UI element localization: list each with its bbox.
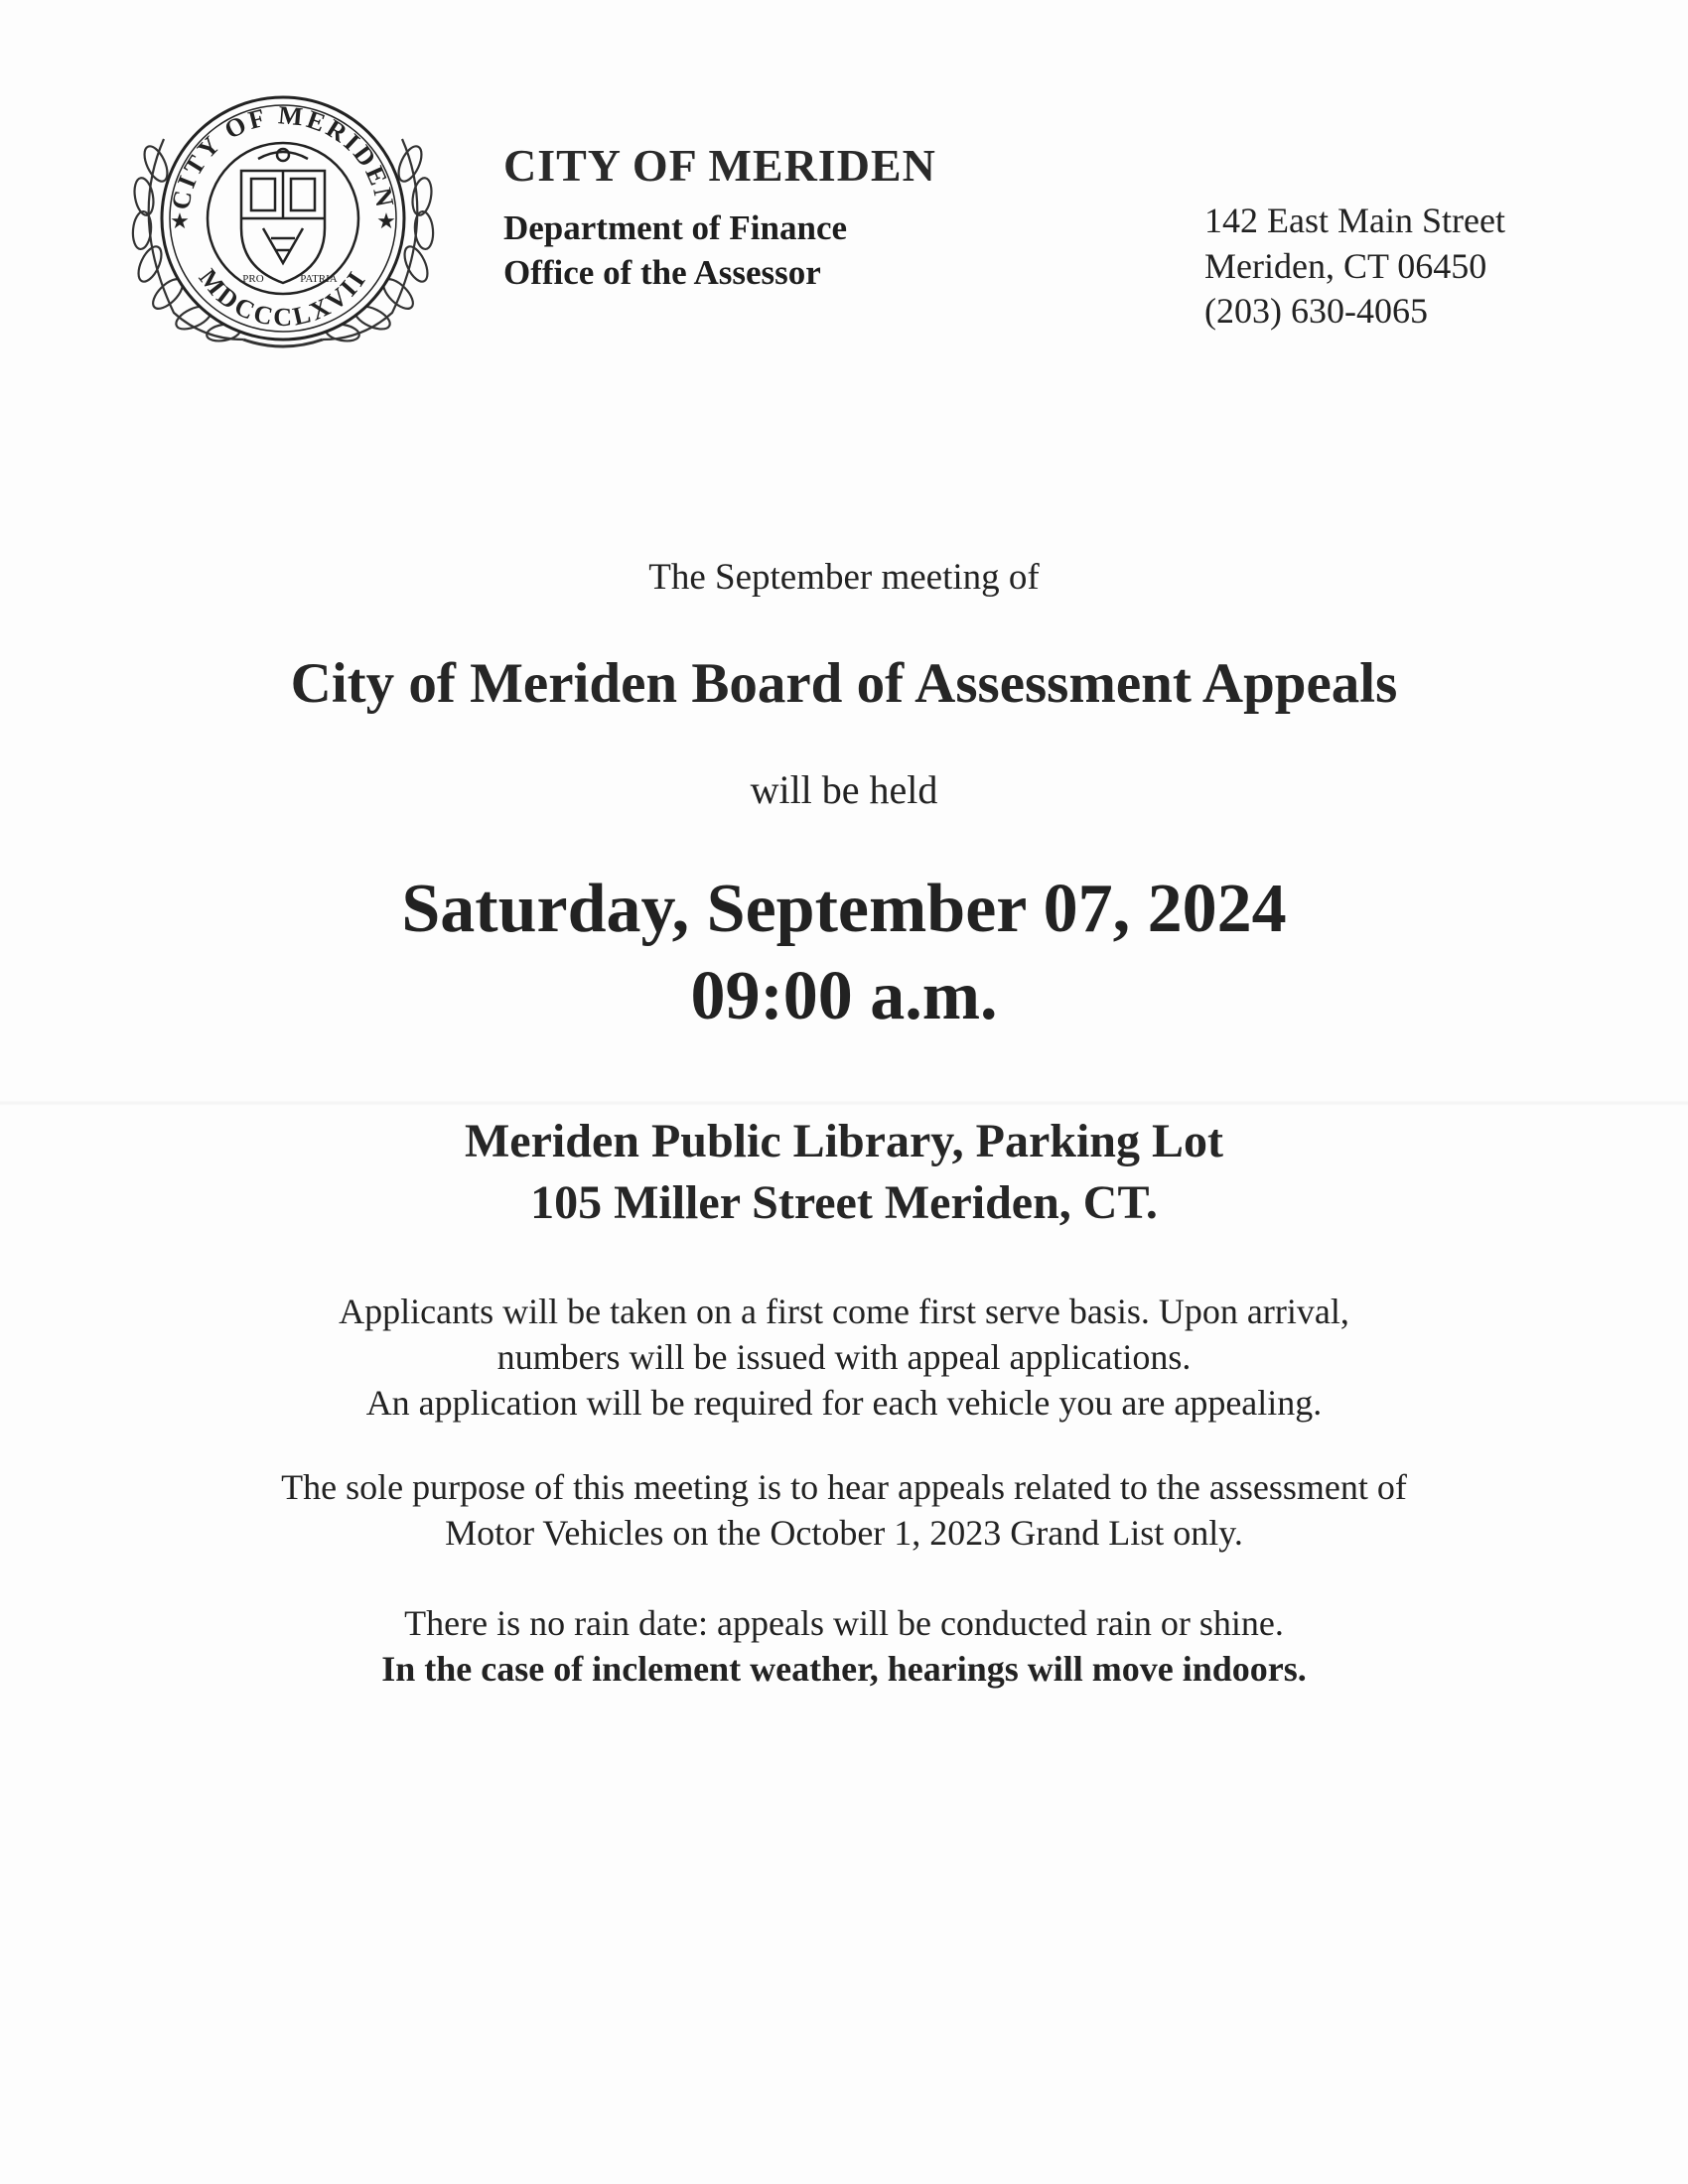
will-be-held-text: will be held [750, 767, 938, 812]
seal-bottom-text: MDCCCLXVII [193, 263, 373, 333]
board-title: City of Meriden Board of Assessment Appeals [290, 652, 1398, 715]
applicants-paragraph [0, 1289, 1688, 1426]
address-city: Meriden, CT 06450 [1204, 245, 1487, 286]
star-right-icon: ★ [376, 208, 396, 233]
department-name: Department of Finance [503, 207, 848, 247]
phone-number: (203) 630-4065 [1204, 291, 1428, 332]
office-name: Office of the Assessor [503, 253, 821, 293]
purpose-paragraph [0, 1464, 1688, 1556]
paragraph-line: numbers will be issued with appeal applications. [496, 1337, 1192, 1377]
meeting-time: 09:00 a.m. [690, 958, 998, 1034]
location-name: Meriden Public Library, Parking Lot [465, 1115, 1223, 1167]
seal-motto-right: PATRIA [300, 273, 338, 285]
notice-intro: The September meeting of [648, 557, 1040, 598]
weather-paragraph [0, 1600, 1688, 1692]
seal-top-text: CITY OF MERIDEN [166, 100, 400, 212]
star-left-icon: ★ [170, 208, 190, 233]
address-block [1204, 199, 1621, 335]
meeting-date: Saturday, September 07, 2024 [401, 871, 1287, 947]
rain-date-line: There is no rain date: appeals will be conducted rain or shine. [404, 1603, 1284, 1643]
paragraph-line: Motor Vehicles on the October 1, 2023 Grand List only. [445, 1513, 1243, 1553]
address-street: 142 East Main Street [1204, 201, 1505, 240]
paragraph-line: Applicants will be taken on a first come first serve basis. Upon arrival, [339, 1292, 1349, 1331]
city-seal-logo [94, 79, 472, 357]
location-address: 105 Miller Street Meriden, CT. [530, 1176, 1158, 1229]
inclement-weather-line: In the case of inclement weather, hearings will move indoors. [381, 1649, 1307, 1689]
org-name: CITY OF MERIDEN [503, 140, 936, 191]
paragraph-line: An application will be required for each vehicle you are appealing. [365, 1383, 1323, 1423]
paragraph-line: The sole purpose of this meeting is to hear appeals related to the assessment of [281, 1467, 1407, 1507]
organization-block [503, 141, 1000, 296]
seal-motto-left: PRO [242, 273, 264, 285]
scan-artifact-line [0, 1100, 1688, 1106]
